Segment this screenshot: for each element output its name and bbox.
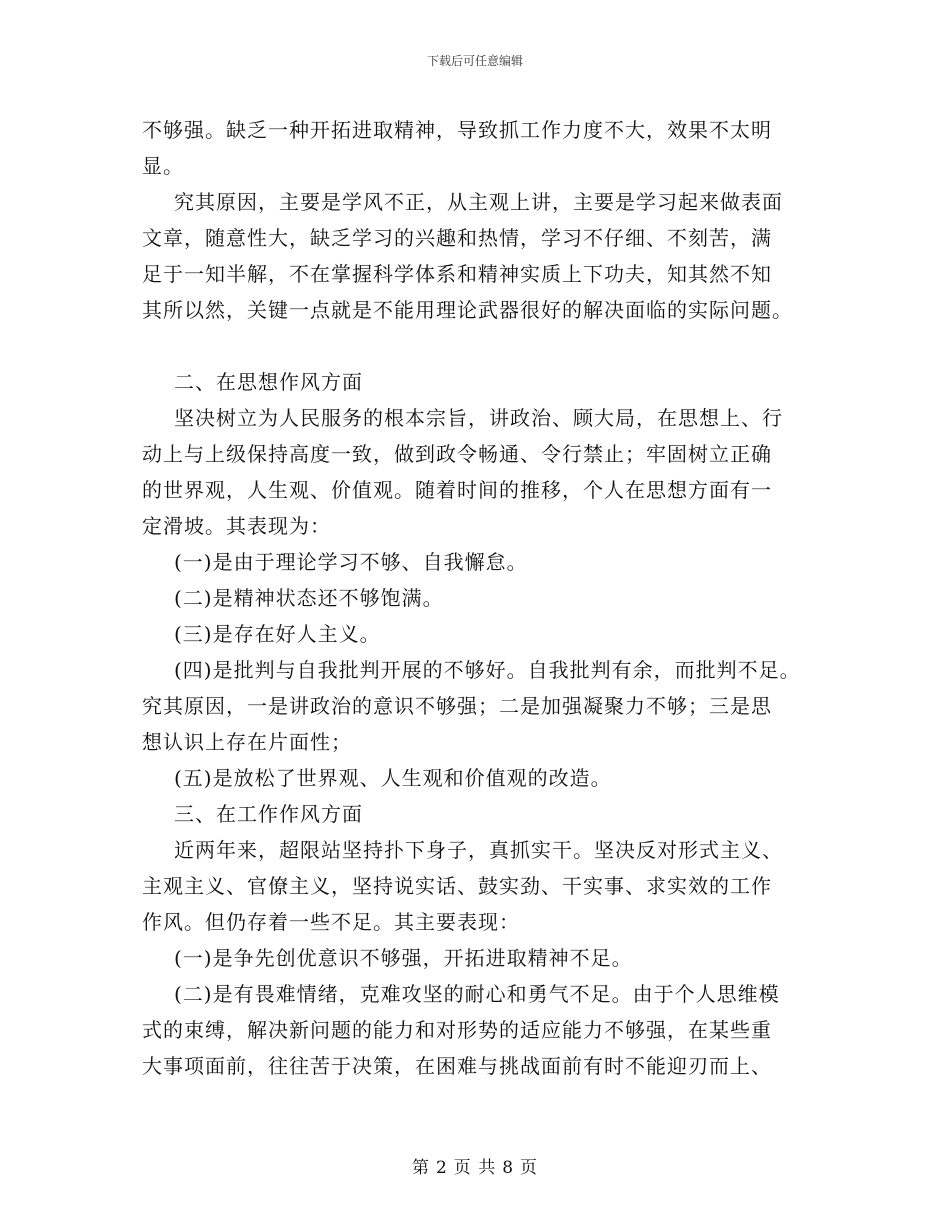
text-line: 想认识上存在片面性； [142,730,352,754]
footer-total-pages: 8 [502,1158,515,1178]
paragraph-gap [142,328,832,364]
text-line: 大事项面前，往往苦于决策，在困难与挑战面前有时不能迎刃而上、 [142,1054,772,1078]
footer-suffix: 页 [520,1158,539,1178]
document-body [142,112,832,1084]
footer-prefix: 第 [411,1158,430,1178]
list-item: (二)是有畏难情绪，克难攻坚的耐心和勇气不足。由于个人思维模 [174,982,780,1006]
list-item: (一)是由于理论学习不够、自我懈怠。 [174,550,528,574]
list-item: (二)是精神状态还不够饱满。 [174,586,444,610]
section-heading: 三、在工作作风方面 [174,802,363,826]
list-item: (三)是存在好人主义。 [174,622,381,646]
list-item: (一)是争先创优意识不够强，开拓进取精神不足。 [174,946,633,970]
text-line: 文章，随意性大，缺乏学习的兴趣和热情，学习不仔细、不刻苦，满 [142,226,772,250]
list-item: (五)是放松了世界观、人生观和价值观的改造。 [174,766,612,790]
text-line: 近两年来，超限站坚持扑下身子，真抓实干。坚决反对形式主义、 [174,838,783,862]
list-item: (四)是批判与自我批判开展的不够好。自我批判有余，而批判不足。 [174,658,801,682]
text-line: 主观主义、官僚主义，坚持说实话、鼓实劲、干实事、求实效的工作 [142,874,772,898]
text-line: 显。 [142,154,184,178]
text-line: 究其原因，一是讲政治的意识不够强；二是加强凝聚力不够；三是思 [142,694,772,718]
footer-current-page: 2 [435,1158,448,1178]
footer-middle: 页 共 [453,1158,497,1178]
text-line: 其所以然，关键一点就是不能用理论武器很好的解决面临的实际问题。 [142,298,793,322]
text-line: 定滑坡。其表现为： [142,514,331,538]
text-line: 的世界观，人生观、价值观。随着时间的推移，个人在思想方面有一 [142,478,772,502]
page-header-note: 下载后可任意编辑 [426,54,523,68]
text-line: 足于一知半解，不在掌握科学体系和精神实质上下功夫，知其然不知 [142,262,772,286]
text-line: 不够强。缺乏一种开拓进取精神，导致抓工作力度不大，效果不太明 [142,118,772,142]
section-heading: 二、在思想作风方面 [174,370,363,394]
text-line: 坚决树立为人民服务的根本宗旨，讲政治、顾大局，在思想上、行 [174,406,783,430]
text-line: 究其原因，主要是学风不正，从主观上讲，主要是学习起来做表面 [174,190,783,214]
page-footer [0,1153,950,1178]
text-line: 式的束缚，解决新问题的能力和对形势的适应能力不够强，在某些重 [142,1018,772,1042]
text-line: 动上与上级保持高度一致，做到政令畅通、令行禁止；牢固树立正确 [142,442,772,466]
text-line: 作风。但仍存着一些不足。其主要表现： [142,910,520,934]
